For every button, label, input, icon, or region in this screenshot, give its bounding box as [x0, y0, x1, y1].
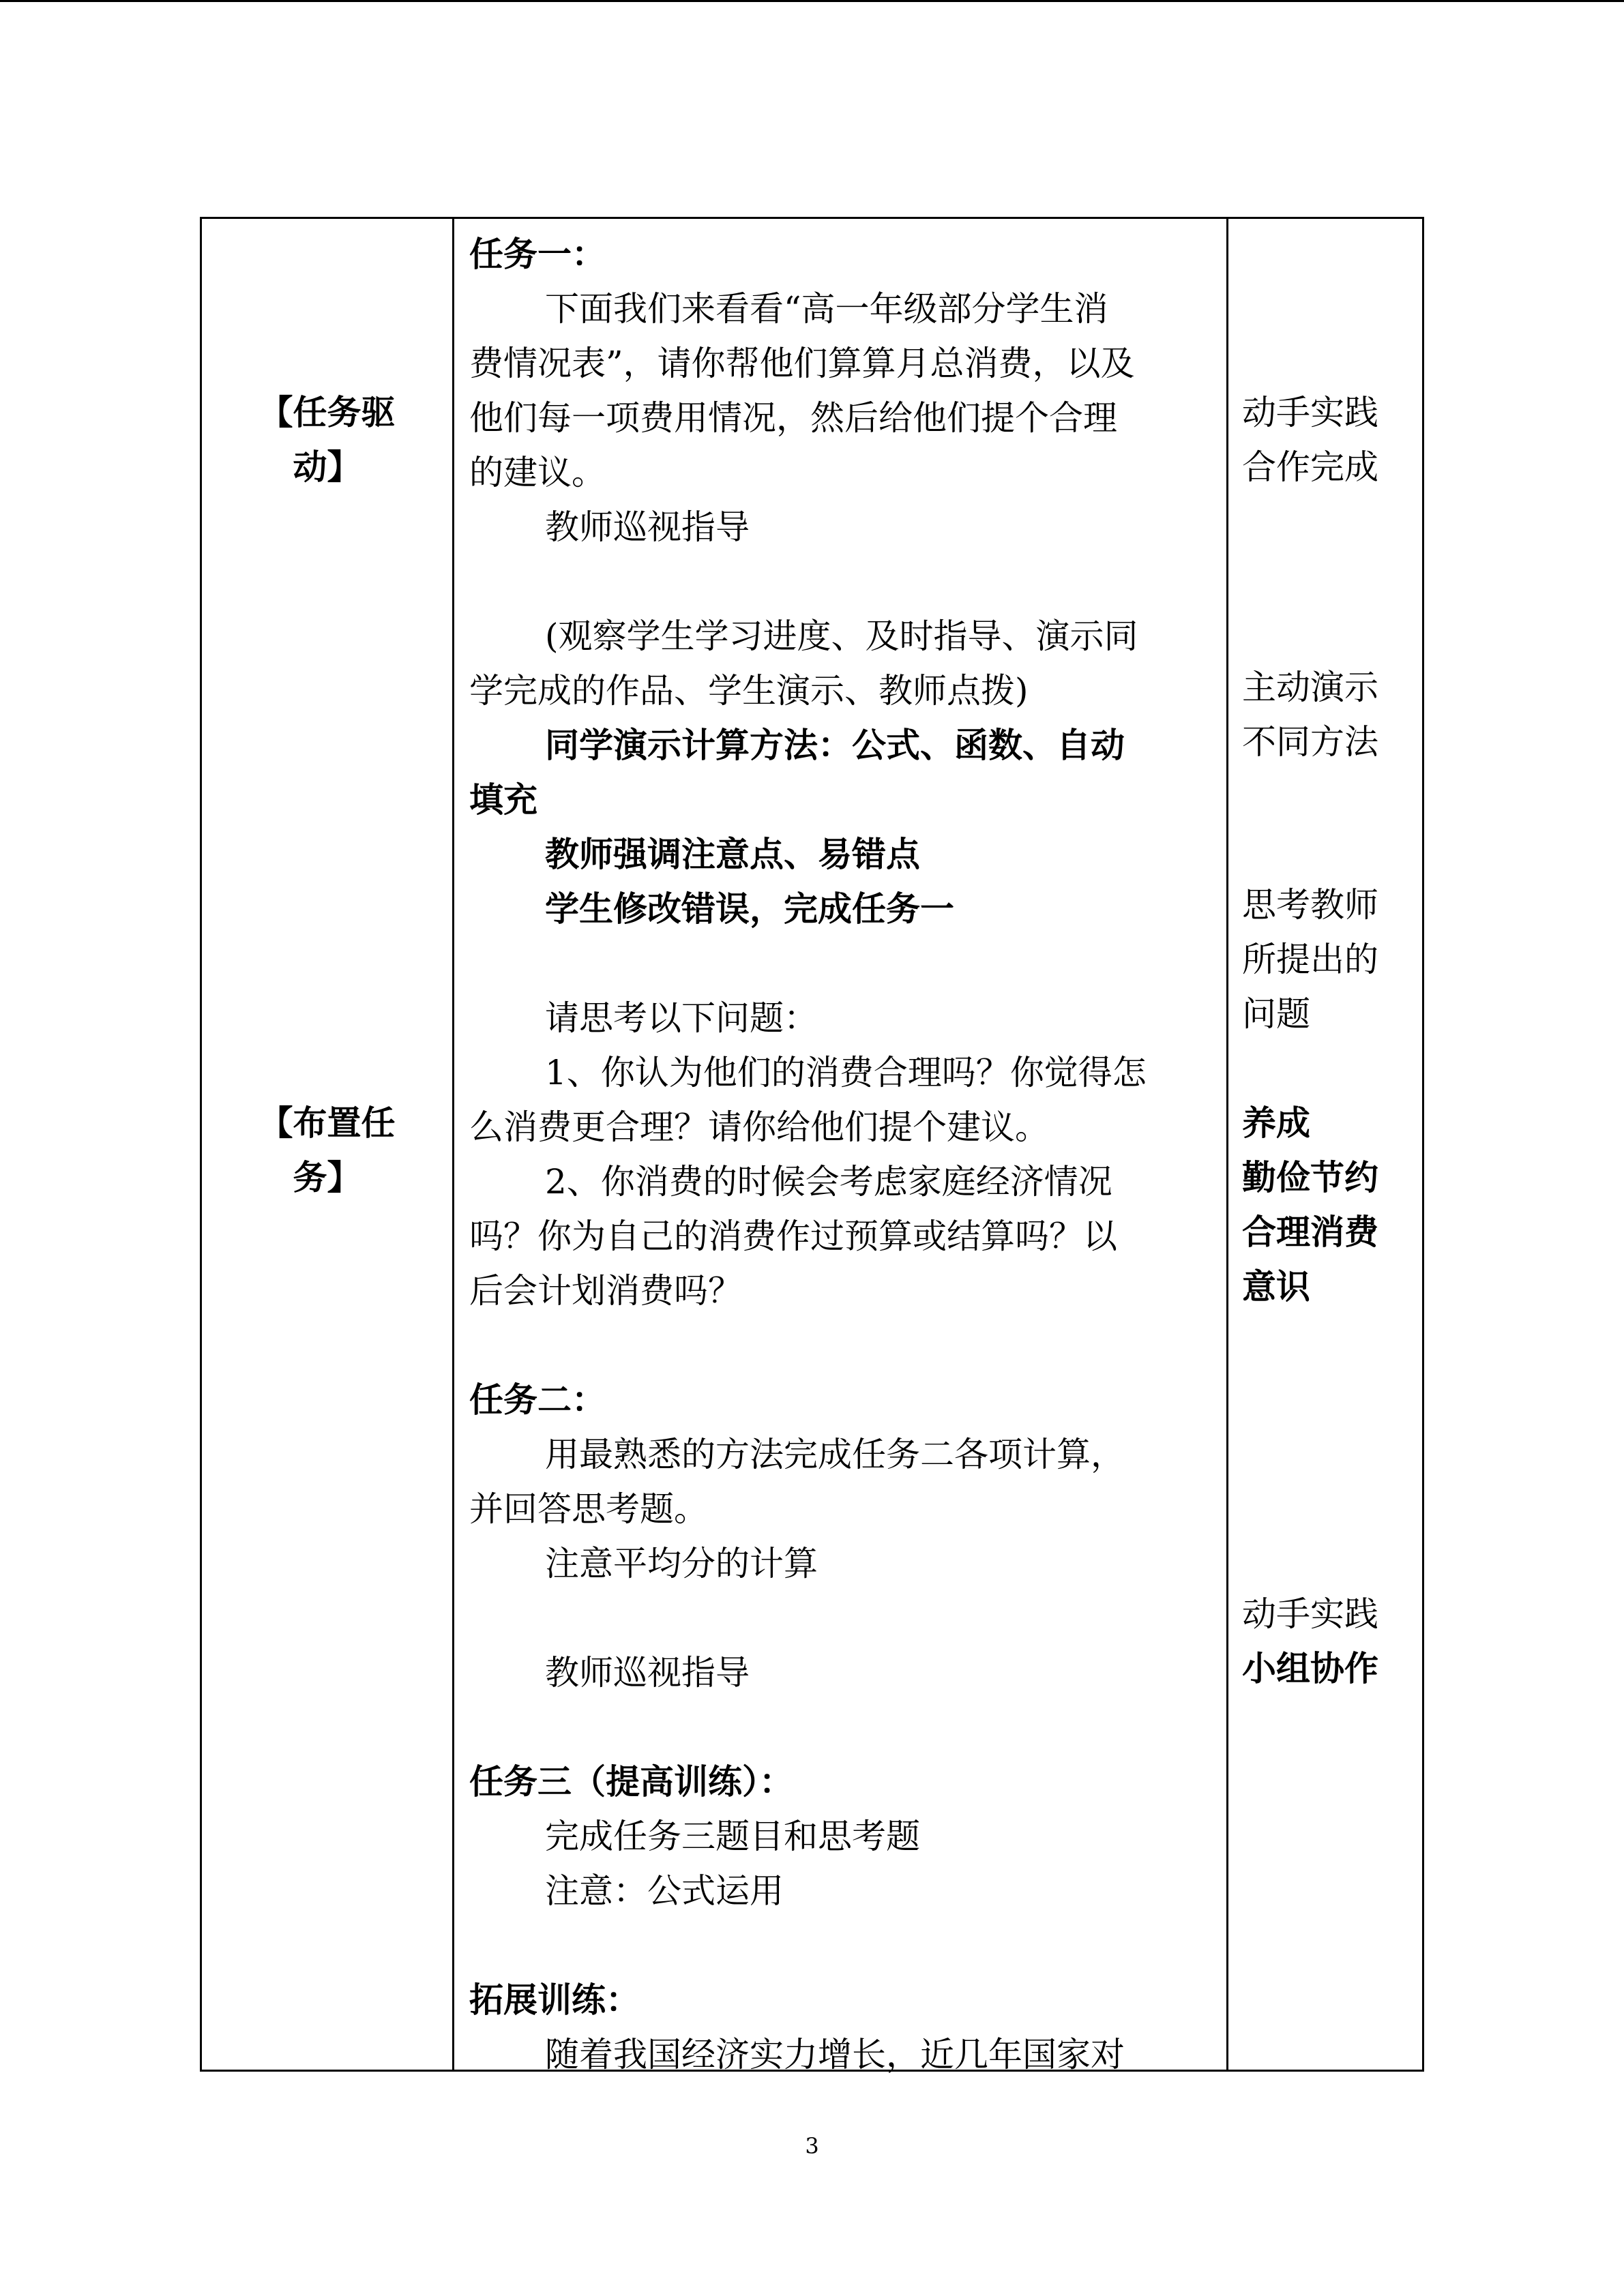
content-line: 后会计划消费吗？: [469, 1271, 742, 1311]
activity-line: 问题: [1242, 994, 1310, 1034]
content-line: 请思考以下问题：: [545, 998, 818, 1038]
activity-line: 意识: [1242, 1266, 1310, 1307]
activity-line: 小组协作: [1242, 1648, 1378, 1688]
blank-line: [469, 554, 1220, 609]
column-divider-1: [452, 219, 454, 2070]
content-line: 费情况表”，请你帮他们算算月总消费，以及: [469, 344, 1135, 383]
extension-heading: 拓展训练：: [469, 1980, 640, 2020]
content-line: 教师巡视指导: [545, 1653, 750, 1693]
content-line: 下面我们来看看“高一年级部分学生消: [545, 289, 1108, 329]
content-line: 2、你消费的时候会考虑家庭经济情况: [545, 1162, 1112, 1202]
content-line: 注意平均分的计算: [545, 1544, 818, 1583]
activity-line: 思考教师: [1242, 885, 1378, 925]
label-line: 动】: [293, 447, 361, 487]
task-one-heading: 任务一：: [469, 234, 606, 274]
blank-line: [469, 936, 1220, 991]
blank-line: [469, 1918, 1220, 1973]
content-line: (观察学生学习进度、及时指导、演示同: [545, 616, 1138, 656]
blank-line: [469, 1591, 1220, 1645]
activity-line: 动手实践: [1242, 393, 1378, 432]
task-content-column: [469, 227, 1220, 2082]
activity-line: 动手实践: [1242, 1594, 1378, 1634]
activity-line: 合理消费: [1242, 1212, 1378, 1252]
activity-group-3: [1242, 878, 1413, 1041]
content-line: 他们每一项费用情况，然后给他们提个合理: [469, 398, 1117, 438]
activity-line: 所提出的: [1242, 940, 1378, 979]
activity-group-2: [1242, 660, 1413, 769]
page-number: 3: [805, 2133, 819, 2159]
activity-line: 合作完成: [1242, 447, 1378, 487]
activity-line: 主动演示: [1242, 668, 1378, 707]
activity-line: 不同方法: [1242, 722, 1378, 762]
activity-group-1: [1242, 385, 1413, 494]
content-line: 学生修改错误，完成任务一: [545, 889, 954, 929]
label-task-drive: [202, 385, 452, 494]
blank-line: [469, 1700, 1220, 1755]
content-line: 完成任务三题目和思考题: [545, 1817, 920, 1856]
task-two-heading: 任务二：: [469, 1380, 606, 1420]
label-assign-task: [202, 1096, 452, 1205]
activity-line: 勤俭节约: [1242, 1157, 1378, 1197]
content-line: 填充: [469, 779, 537, 820]
lesson-plan-table: [200, 217, 1424, 2072]
content-line: 同学演示计算方法：公式、函数、自动: [545, 725, 1125, 765]
content-line: 并回答思考题。: [469, 1489, 708, 1529]
column-divider-2: [1226, 219, 1228, 2070]
content-line: 教师巡视指导: [545, 507, 750, 547]
content-line: 随着我国经济实力增长，近几年国家对: [545, 2035, 1125, 2074]
activity-group-5: [1242, 1587, 1413, 1696]
content-line: 注意：公式运用: [545, 1871, 784, 1911]
content-line: 么消费更合理？请你给他们提个建议。: [469, 1107, 1049, 1147]
content-line: 吗？你为自己的消费作过预算或结算吗？以: [469, 1217, 1117, 1256]
blank-line: [469, 1318, 1220, 1373]
label-line: 务】: [293, 1157, 361, 1197]
content-line: 教师强调注意点、易错点: [545, 834, 920, 874]
label-line: 【任务驱: [259, 392, 396, 432]
activity-group-4: [1242, 1096, 1413, 1314]
content-line: 用最熟悉的方法完成任务二各项计算，: [545, 1435, 1125, 1474]
activity-line: 养成: [1242, 1103, 1310, 1143]
content-line: 的建议。: [469, 453, 606, 492]
label-line: 【布置任: [259, 1103, 396, 1143]
content-line: 1、你认为他们的消费合理吗？你觉得怎: [545, 1053, 1147, 1092]
task-three-heading: 任务三（提高训练）：: [469, 1761, 793, 1802]
content-line: 学完成的作品、学生演示、教师点拨): [469, 671, 1029, 711]
top-border-line: [0, 0, 1624, 2]
